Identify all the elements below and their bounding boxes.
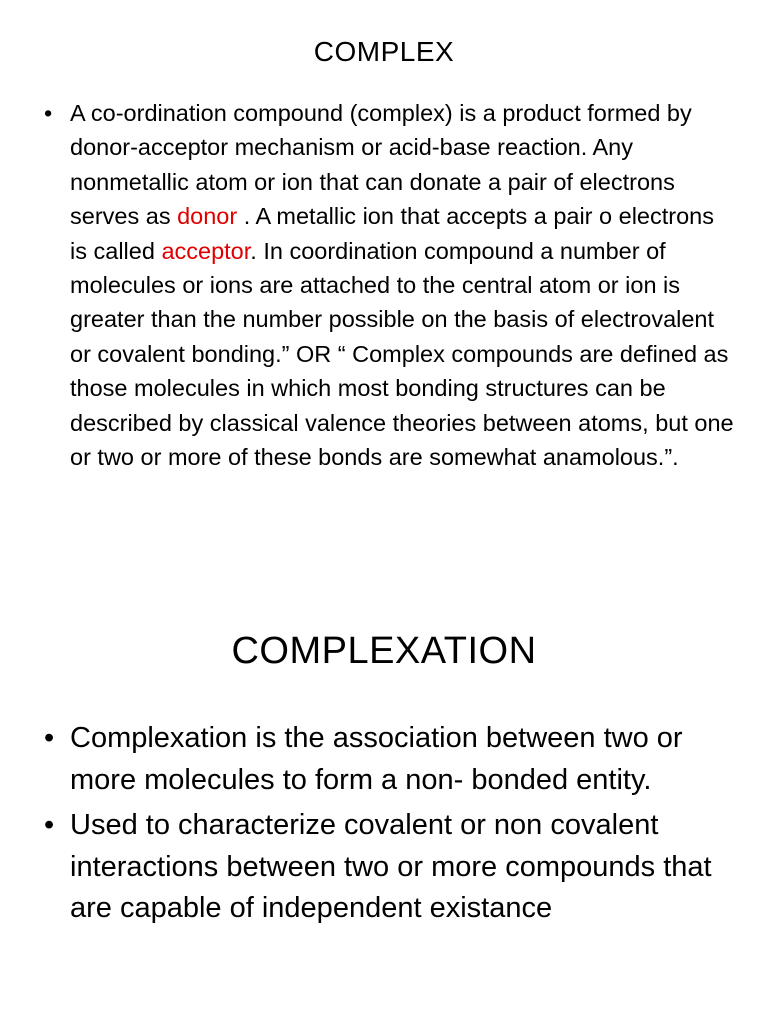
- bullet-icon: •: [44, 722, 55, 754]
- complex-bullet-list: [44, 96, 734, 474]
- complexation-bullet-text: Used to characterize covalent or non covalent interactions between two or more compounds that are capable of independent existance: [70, 809, 712, 924]
- definition-text-part3: . In coordination compound a number of molecules or ions are attached to the central atom or ion is greater than the number possible on the basis of electrovalent or covalent bonding.” OR “ Complex compounds are defined as those molecules in which most bonding structures can be described by classical valence theories between atoms, but one or two or more of these bonds are somewhat anamolous.”.: [70, 237, 734, 471]
- definition-text-part1: A co-ordination compound (complex) is a product formed by donor-acceptor mechanism or acid-base reaction. Any nonmetallic atom or ion that can donate a pair of electrons serves as: [70, 100, 692, 230]
- complex-title: COMPLEX: [313, 36, 455, 67]
- donor-term: donor: [177, 203, 238, 230]
- bullet-icon: •: [44, 100, 53, 126]
- complexation-slide: [0, 610, 768, 1010]
- complex-definition-item: [44, 96, 734, 474]
- definition-text-part2: . A metallic ion that accepts a pair o electrons is called: [70, 203, 714, 264]
- acceptor-term: acceptor: [161, 237, 251, 264]
- complexation-title: COMPLEXATION: [231, 630, 537, 672]
- bullet-icon: •: [44, 809, 55, 841]
- complexation-bullet-text: Complexation is the association between two or more molecules to form a non- bonded entity.: [70, 722, 683, 796]
- complexation-bullet-list: [44, 718, 744, 934]
- complexation-bullet-item: [44, 805, 744, 930]
- complexation-bullet-item: [44, 718, 744, 801]
